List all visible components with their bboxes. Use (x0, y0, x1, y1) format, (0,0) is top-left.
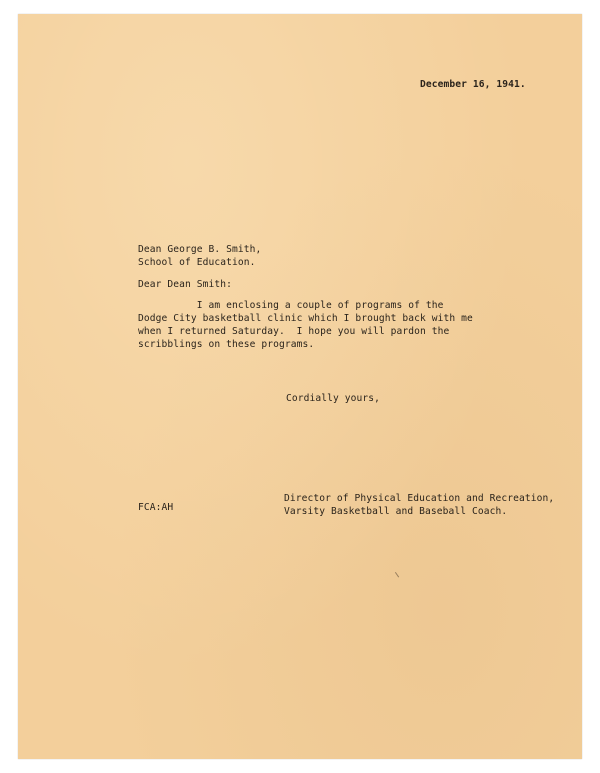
body-line: I am enclosing a couple of programs of the (138, 300, 444, 311)
body-line: scribblings on these programs. (138, 339, 315, 350)
signer-title-line-1: Director of Physical Education and Recreation, (284, 493, 555, 504)
closing: Cordially yours, (286, 393, 381, 404)
paper-speck (395, 569, 404, 578)
signer-title-line-2: Varsity Basketball and Baseball Coach. (284, 506, 508, 517)
reference-initials: FCA:AH (138, 502, 174, 513)
body-line: Dodge City basketball clinic which I brought back with me (138, 313, 473, 324)
salutation: Dear Dean Smith: (138, 279, 233, 290)
letter-page (18, 14, 582, 759)
recipient-department: School of Education. (138, 257, 256, 268)
recipient-name: Dean George B. Smith, (138, 244, 262, 255)
letter-date: December 16, 1941. (420, 79, 526, 90)
body-line: when I returned Saturday. I hope you will pardon the (138, 326, 450, 337)
